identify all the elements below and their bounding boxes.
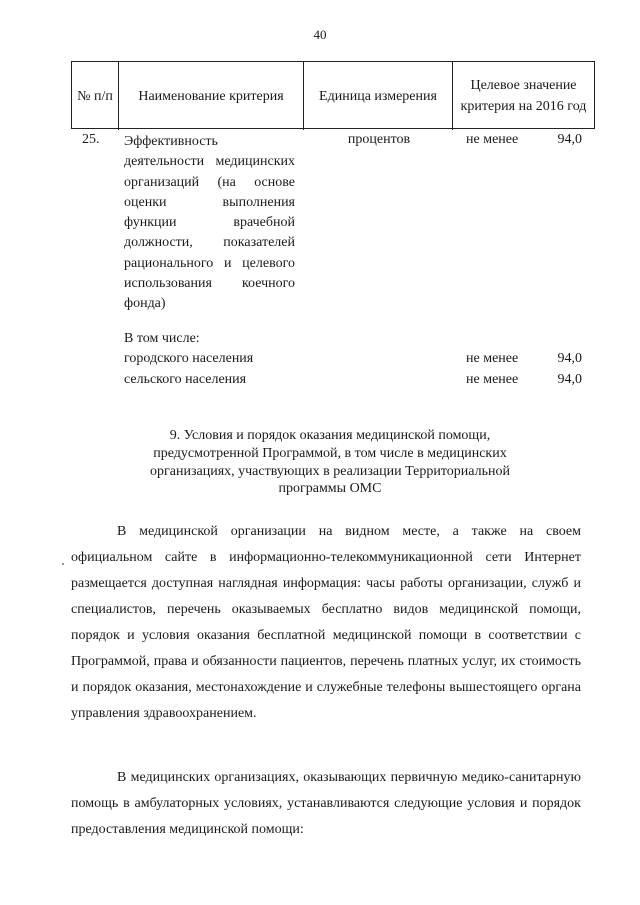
subrow-rural-prefix: не менее bbox=[466, 372, 519, 387]
target-prefix: не менее bbox=[466, 132, 519, 147]
including-label: В том числе: bbox=[124, 331, 200, 346]
subrow-rural-value: 94,0 bbox=[557, 372, 582, 387]
subrow-rural-label: сельского населения bbox=[124, 372, 247, 387]
row-number: 25. bbox=[82, 132, 100, 147]
paragraph-primary-care: В медицинских организациях, оказывающих первичную медико-санитарную помощь в амбулаторных условиях, устанавливаются следующие условия и порядок предоставления медицинской помощи: bbox=[71, 770, 581, 837]
header-target-value: Целевое значение критерия на 2016 год bbox=[460, 78, 587, 114]
page-number: 40 bbox=[313, 27, 327, 42]
subrow-urban-value: 94,0 bbox=[557, 351, 582, 366]
subrow-urban-prefix: не менее bbox=[466, 351, 519, 366]
target-value: 94,0 bbox=[557, 132, 582, 147]
header-criterion-name: Наименование критерия bbox=[119, 62, 304, 130]
header-num: № п/п bbox=[72, 62, 119, 130]
unit-text: процентов bbox=[347, 132, 411, 147]
margin-mark bbox=[62, 563, 64, 565]
table-header bbox=[71, 61, 595, 129]
section-title: 9. Условия и порядок оказания медицинской помощи, предусмотренной Программой, в том числе в медицинских организациях, участвующих в реализации Территориальной программы ОМС bbox=[150, 428, 510, 497]
criterion-text: Эффективность деятельности медицинских организаций (на основе оценки выполнения функции врачебной должности, показателей рационального и целевого использования коечного фонда) bbox=[124, 134, 295, 312]
paragraph-info: В медицинской организации на видном месте, а также на своем официальном сайте в информационно-телекоммуникационной сети Интернет размещается доступная наглядная информация: часы работы организации, служб и специалистов, перечень оказываемых бесплатно видов медицинской помощи, порядок и условия оказания бесплатной медицинской помощи в соответствии с Программой, права и обязанности пациентов, перечень платных услуг, их стоимость и порядок оказания, местонахождение и служебные телефоны вышестоящего органа управления здравоохранением. bbox=[71, 524, 581, 721]
table-header-bottom-border bbox=[71, 128, 595, 129]
header-unit: Единица измерения bbox=[304, 62, 453, 130]
subrow-urban-label: городского населения bbox=[124, 351, 254, 366]
